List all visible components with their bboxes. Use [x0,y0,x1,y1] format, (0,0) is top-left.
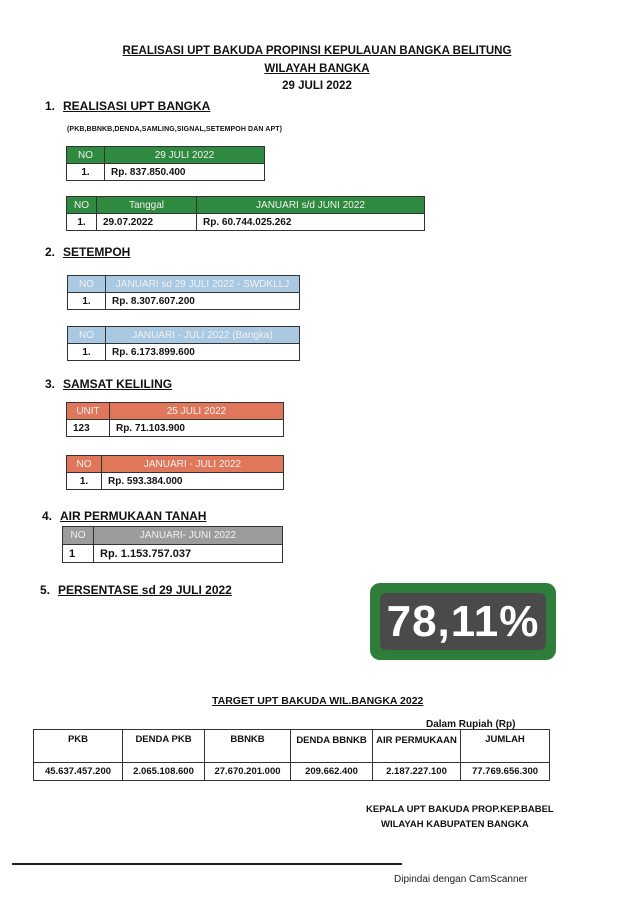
s1-table-2 [66,196,425,231]
doc-title-line2: WILAYAH BANGKA [264,63,370,75]
s2-t1-header-no: NO [68,276,106,293]
s1-t2-header-period: JANUARI s/d JUNI 2022 [197,197,425,214]
section-1-number: 1. [45,99,56,113]
target-header-bbnkb: BBNKB [205,730,291,763]
s3-t2-cell-value: Rp. 593.384.000 [102,473,284,490]
s1-t2-header-no: NO [67,197,97,214]
s2-t2-header-period: JANUARI - JULI 2022 (Bangka) [106,327,300,344]
doc-title-line1: REALISASI UPT BAKUDA PROPINSI KEPULAUAN BANGKA BELITUNG [122,45,512,57]
s1-t2-cell-date: 29.07.2022 [97,214,197,231]
s1-t1-header-no: NO [67,147,105,164]
target-value-air-permukaan: 2.187.227.100 [373,763,461,781]
section-4-number: 4. [42,509,53,523]
section-4-title: AIR PERMUKAAN TANAH [60,509,207,523]
section-5-number: 5. [40,583,51,597]
target-title: TARGET UPT BAKUDA WIL.BANGKA 2022 [212,695,424,707]
s3-t2-header-no: NO [67,456,102,473]
s3-t2-header-period: JANUARI - JULI 2022 [102,456,284,473]
s3-table-1 [66,402,284,437]
s4-t1-header-period: JANUARI- JUNI 2022 [94,527,283,545]
s3-table-2 [66,455,284,490]
target-value-jumlah: 77.769.656.300 [461,763,550,781]
s2-t2-cell-value: Rp. 6.173.899.600 [106,344,300,361]
s1-t2-header-date: Tanggal [97,197,197,214]
doc-title-date: 29 JULI 2022 [282,80,352,92]
s4-t1-cell-no: 1 [63,545,94,563]
s4-table-1 [62,526,283,563]
s1-t2-cell-value: Rp. 60.744.025.262 [197,214,425,231]
section-2-heading [45,245,130,259]
section-2-title: SETEMPOH [63,245,131,259]
target-value-bbnkb: 27.670.201.000 [205,763,291,781]
s2-table-1 [67,275,300,310]
s2-t1-cell-no: 1. [68,293,106,310]
section-2-number: 2. [45,245,56,259]
s1-t2-cell-no: 1. [67,214,97,231]
section-3-heading [45,377,172,391]
section-3-number: 3. [45,377,56,391]
section-5-heading [40,583,232,597]
target-table [33,729,550,781]
s3-t1-cell-value: Rp. 71.103.900 [110,420,284,437]
percentage-value: 78,11% [380,593,546,650]
s3-t1-cell-unit: 123 [67,420,110,437]
target-header-denda-pkb: DENDA PKB [123,730,205,763]
scanner-watermark: Dipindai dengan CamScanner [394,874,528,885]
section-1-heading [45,99,210,113]
s2-t2-cell-no: 1. [68,344,106,361]
s2-t1-cell-value: Rp. 8.307.607.200 [106,293,300,310]
signature-line2: WILAYAH KABUPATEN BANGKA [381,819,529,830]
signature-line1: KEPALA UPT BAKUDA PROP.KEP.BABEL [366,804,554,815]
s1-t1-cell-value: Rp. 837.850.400 [105,164,265,181]
s4-t1-header-no: NO [63,527,94,545]
target-unit-note: Dalam Rupiah (Rp) [426,719,516,730]
section-3-title: SAMSAT KELILING [63,377,173,391]
target-header-air-permukaan: AIR PERMUKAAN [373,730,461,763]
s3-t1-header-date: 25 JULI 2022 [110,403,284,420]
target-value-denda-pkb: 2.065.108.600 [123,763,205,781]
s1-table-1 [66,146,265,181]
target-value-pkb: 45.637.457.200 [34,763,123,781]
target-header-jumlah: JUMLAH [461,730,550,763]
target-header-pkb: PKB [34,730,123,763]
percentage-badge [370,583,556,660]
s4-t1-cell-value: Rp. 1.153.757.037 [94,545,283,563]
section-4-heading [42,509,206,523]
target-header-denda-bbnkb: DENDA BBNKB [291,730,373,763]
section-1-title: REALISASI UPT BANGKA [63,99,211,113]
s2-t2-header-no: NO [68,327,106,344]
s2-table-2 [67,326,300,361]
footer-divider [12,863,402,865]
section-5-title: PERSENTASE sd 29 JULI 2022 [58,583,232,597]
target-value-denda-bbnkb: 209.662.400 [291,763,373,781]
s3-t2-cell-no: 1. [67,473,102,490]
s2-t1-header-period: JANUARI sd 29 JULI 2022 - SWDKLLJ [106,276,300,293]
s1-t1-cell-no: 1. [67,164,105,181]
s1-t1-header-date: 29 JULI 2022 [105,147,265,164]
section-1-note: (PKB,BBNKB,DENDA,SAMLING,SIGNAL,SETEMPOH DAN APT) [67,126,283,133]
s3-t1-header-unit: UNIT [67,403,110,420]
